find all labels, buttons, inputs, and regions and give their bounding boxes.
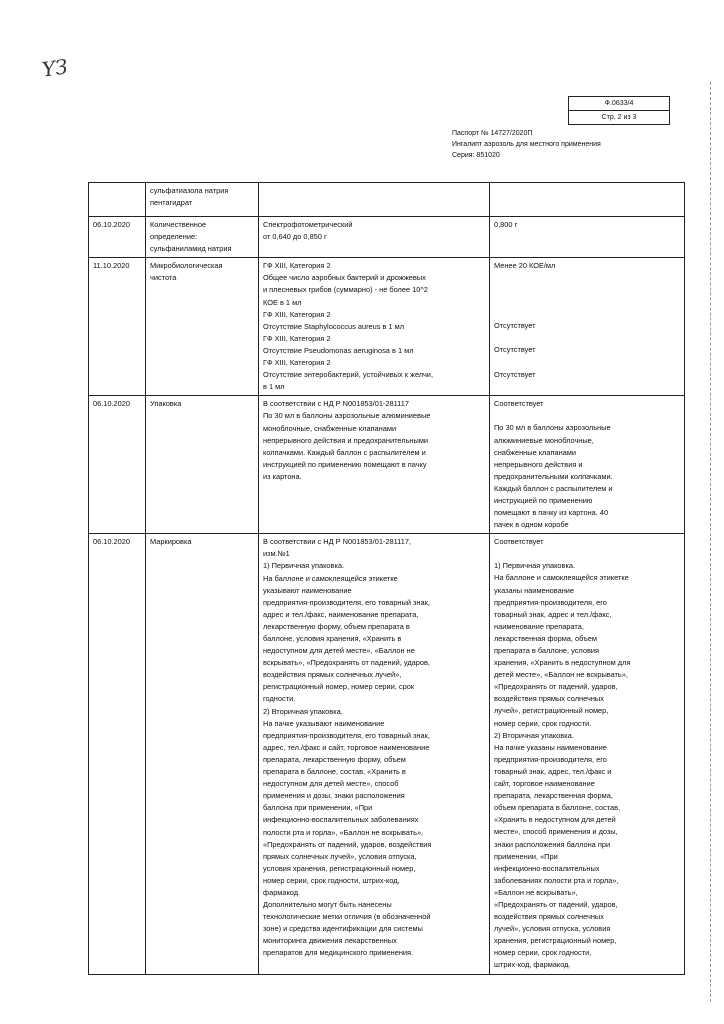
text-line: снабженные клапанами <box>494 447 576 457</box>
text-line: баллоне, условия хранения, «Хранить в <box>263 634 402 643</box>
date-cell: 06.10.2020 <box>89 534 146 974</box>
text-line: помещают в пачку из картона. 40 <box>494 508 609 518</box>
text-line: предприятия-производителя, его <box>494 597 607 607</box>
text-line: регистрационный номер, номер серии, срок <box>263 682 415 692</box>
text-line: Микробиологическая <box>150 261 223 271</box>
text-line <box>494 272 680 284</box>
text-line: пачек в одном коробе <box>494 520 569 530</box>
text-line: технологические метки отличия (в обозначенной <box>263 912 431 922</box>
text-line: На пачке указывают наименование <box>263 718 385 728</box>
text-line <box>494 308 680 320</box>
text-line: заболеваниях полости рта и горла», <box>494 875 619 885</box>
series-number: Серия: 851020 <box>452 152 500 159</box>
text-line: На баллоне и самоклеящейся этикетке <box>263 573 398 583</box>
text-line: На баллоне и самоклеящейся этикетке <box>494 573 629 583</box>
text-line: товарный знак, адрес, тел./факс и <box>494 766 612 776</box>
text-line: В соответствии с НД Р N001853/01-281117 <box>263 399 409 409</box>
product-name: Ингалипт аэрозоль для местного применения <box>452 141 601 148</box>
text-line: непрерывного действия и <box>494 459 583 469</box>
text-line: Отсутствие Pseudomonas aeruginosa в 1 мл <box>263 345 414 355</box>
document-stamp <box>568 96 670 125</box>
text-line: месте», способ применения и дозы, <box>494 827 618 837</box>
page-number: Стр. 2 из 3 <box>569 110 669 124</box>
requirement-cell <box>259 183 490 217</box>
text-line: моноблочные, снабженные клапанами <box>263 423 397 433</box>
text-line: объем препарата в баллоне, состав, <box>494 803 621 813</box>
text-line: инфекционно-воспалительных заболеваниях <box>263 815 419 825</box>
text-line: товарный знак, адрес и тел./факс, <box>494 609 612 619</box>
requirement-cell <box>259 396 490 534</box>
table-row <box>89 183 685 217</box>
text-line: КОЕ в 1 мл <box>263 297 302 307</box>
text-line: 0,800 г <box>494 220 518 229</box>
text-line: мониторинга движения лекарственных <box>263 936 397 946</box>
text-line: вскрывать», «Предохранять от падений, ударов, <box>263 658 430 668</box>
text-line: определение: <box>150 232 198 242</box>
test-name-cell <box>146 534 259 974</box>
date-cell: 06.10.2020 <box>89 217 146 258</box>
text-line: фармакод. <box>263 887 301 897</box>
text-line: зоне) и средства идентификации для системы <box>263 924 423 934</box>
text-line: «Баллон не вскрывать», <box>494 887 578 897</box>
text-line: хранения, регистрационный номер, <box>494 936 617 946</box>
text-line: предприятия-производителя, его <box>494 754 607 764</box>
text-line: Менее 20 КОЕ/мл <box>494 261 556 271</box>
text-line: номер серии, срок годности. <box>494 718 592 728</box>
date-cell: 06.10.2020 <box>89 396 146 534</box>
text-line: предприятия-производителя, его товарный знак, <box>263 597 430 607</box>
text-line: предприятия-производителя, его товарный знак, <box>263 730 430 740</box>
text-line: Отсутствие энтеробактерий, устойчивых к желчи, <box>263 370 433 380</box>
text-line <box>494 548 680 560</box>
text-line <box>494 410 680 422</box>
text-line <box>494 284 680 296</box>
text-line: «Предохранять от падений, ударов, <box>494 682 618 692</box>
text-line: лучей», регистрационный номер, <box>494 706 609 716</box>
text-line: баллона при применении, «При <box>263 803 373 813</box>
text-line: пентагидрат <box>150 198 193 208</box>
text-line: Упаковка <box>150 399 182 409</box>
text-line: сайт, торговое наименование <box>494 779 595 789</box>
text-line: наименование препарата, <box>494 621 584 631</box>
text-line: препаратов для медицинского применения. <box>263 948 414 958</box>
result-cell <box>490 217 685 258</box>
text-line: Спектрофотометрический <box>263 220 353 229</box>
text-line: лекарственная форма, объем <box>494 633 597 643</box>
requirement-cell <box>259 534 490 974</box>
text-line: 2) Вторичная упаковка. <box>263 706 343 716</box>
text-line: Количественное <box>150 220 207 229</box>
text-line: номер серии, срок годности, <box>494 948 592 958</box>
test-name-cell <box>146 258 259 396</box>
text-line: алюминиевые моноблочные, <box>494 435 594 445</box>
text-line <box>494 357 680 369</box>
text-line: препарата, лекарственную форму, объем <box>263 754 406 764</box>
text-line <box>494 332 680 344</box>
result-cell <box>490 396 685 534</box>
text-line: лекарственную форму, объем препарата в <box>263 621 410 631</box>
text-line: ГФ XIII, Категория 2 <box>263 261 331 271</box>
text-line: штрих-код, фармакод. <box>494 960 571 970</box>
text-line: Дополнительно могут быть нанесены <box>263 900 392 910</box>
text-line: знаки расположения баллона при <box>494 839 611 849</box>
handwritten-mark: ҮЗ <box>40 54 70 82</box>
text-line: применения и дозы, знаки расположения <box>263 791 405 801</box>
passport-number: Паспорт № 14727/2020П <box>452 130 533 137</box>
text-line: чистота <box>150 273 177 283</box>
text-line: препарата в баллоне, состав, «Хранить в <box>263 767 406 777</box>
table-row <box>89 217 685 258</box>
result-cell <box>490 534 685 974</box>
text-line: ГФ XIII, Категория 2 <box>263 333 331 343</box>
text-line: инфекционно-воспалительных <box>494 863 600 873</box>
text-line: инструкцией по применению <box>494 495 593 505</box>
table-row <box>89 258 685 396</box>
text-line: В соответствии с НД Р N001853/01-281117, <box>263 537 412 547</box>
text-line: колпачками. Каждый баллон с распылителем и <box>263 447 426 457</box>
requirement-cell <box>259 258 490 396</box>
date-cell <box>89 183 146 217</box>
result-cell <box>490 258 685 396</box>
text-line: указаны наименование <box>494 585 575 595</box>
text-line: На пачке указаны наименование <box>494 742 607 752</box>
text-line: «Хранить в недоступном для детей <box>494 815 616 825</box>
text-line: Соответствует <box>494 537 544 547</box>
text-line: ГФ XIII, Категория 2 <box>263 309 331 319</box>
date-cell: 11.10.2020 <box>89 258 146 396</box>
text-line: адрес и тел./факс, наименование препарата, <box>263 609 419 619</box>
text-line: прямых солнечных лучей», условия отпуска, <box>263 851 417 861</box>
scan-edge-line <box>710 82 712 1002</box>
text-line: сульфатиазола натрия <box>150 186 229 195</box>
text-line: Отсутствует <box>494 345 536 355</box>
text-line: 1) Первичная упаковка. <box>494 561 576 571</box>
text-line: инструкцией по применению помещают в пачку <box>263 459 427 469</box>
text-line: детей месте», «Баллон не вскрывать», <box>494 670 628 680</box>
text-line: годности. <box>263 694 296 704</box>
text-line: Маркировка <box>150 537 192 547</box>
text-line: препарата в баллоне, условия <box>494 646 599 655</box>
text-line: из картона. <box>263 471 302 481</box>
text-line: ГФ XIII, Категория 2 <box>263 358 331 368</box>
text-line: полости рта и горла», «Баллон не вскрывать», <box>263 827 424 837</box>
text-line: адрес, тел./факс и сайт, торговое наименование <box>263 742 430 752</box>
text-line: лучей», условия отпуска, условия <box>494 924 611 934</box>
text-line: По 30 мл в баллоны аэрозольные алюминиевые <box>263 411 431 421</box>
text-line: недоступном для детей месте», способ <box>263 779 399 789</box>
form-code: Ф.0633/4 <box>604 100 634 107</box>
text-line: «Предохранять от падений, ударов, воздействия <box>263 839 432 849</box>
table-row <box>89 534 685 974</box>
text-line: от 0,640 до 0,850 г <box>263 232 327 242</box>
document-header <box>452 128 601 161</box>
text-line: Отсутствует <box>494 321 536 331</box>
text-line: воздействия прямых солнечных <box>494 694 604 704</box>
text-line: применении, «При <box>494 851 558 861</box>
test-name-cell <box>146 217 259 258</box>
text-line: хранения, «Хранить в недоступном для <box>494 658 631 668</box>
text-line: Каждый баллон с распылителем и <box>494 483 613 493</box>
result-cell <box>490 183 685 217</box>
text-line: предохранительными колпачками. <box>494 471 613 481</box>
text-line: Общее число аэробных бактерий и дрожжевых <box>263 273 426 283</box>
test-name-cell <box>146 183 259 217</box>
text-line: непрерывного действия и предохранительными <box>263 435 429 445</box>
text-line: и плесневых грибов (суммарно) - не более 10^2 <box>263 285 428 295</box>
text-line: недоступном для детей месте», «Баллон не <box>263 646 415 656</box>
text-line: 1) Первичная упаковка. <box>263 561 345 571</box>
text-line: По 30 мл в баллоны аэрозольные <box>494 423 611 433</box>
text-line: Отсутствует <box>494 369 536 379</box>
text-line: 2) Вторичная упаковка. <box>494 730 574 740</box>
text-line: номер серии, срок годности, штрих-код, <box>263 875 400 885</box>
text-line: препарата, лекарственная форма, <box>494 791 613 801</box>
text-line: условия хранения, регистрационный номер, <box>263 863 416 873</box>
analysis-table <box>88 182 685 975</box>
text-line: изм.№1 <box>263 549 290 559</box>
text-line: в 1 мл <box>263 382 285 392</box>
text-line: воздействия прямых солнечных <box>494 912 604 922</box>
test-name-cell <box>146 396 259 534</box>
text-line <box>494 296 680 308</box>
text-line: Отсутствие Staphylococcus aureus в 1 мл <box>263 321 405 331</box>
text-line: сульфаниламид натрия <box>150 244 232 254</box>
requirement-cell <box>259 217 490 258</box>
text-line: «Предохранять от падений, ударов, <box>494 899 618 909</box>
table-row <box>89 396 685 534</box>
text-line: Соответствует <box>494 399 544 409</box>
text-line: указывают наименование <box>263 585 352 595</box>
text-line: воздействия прямых солнечных лучей», <box>263 670 402 680</box>
